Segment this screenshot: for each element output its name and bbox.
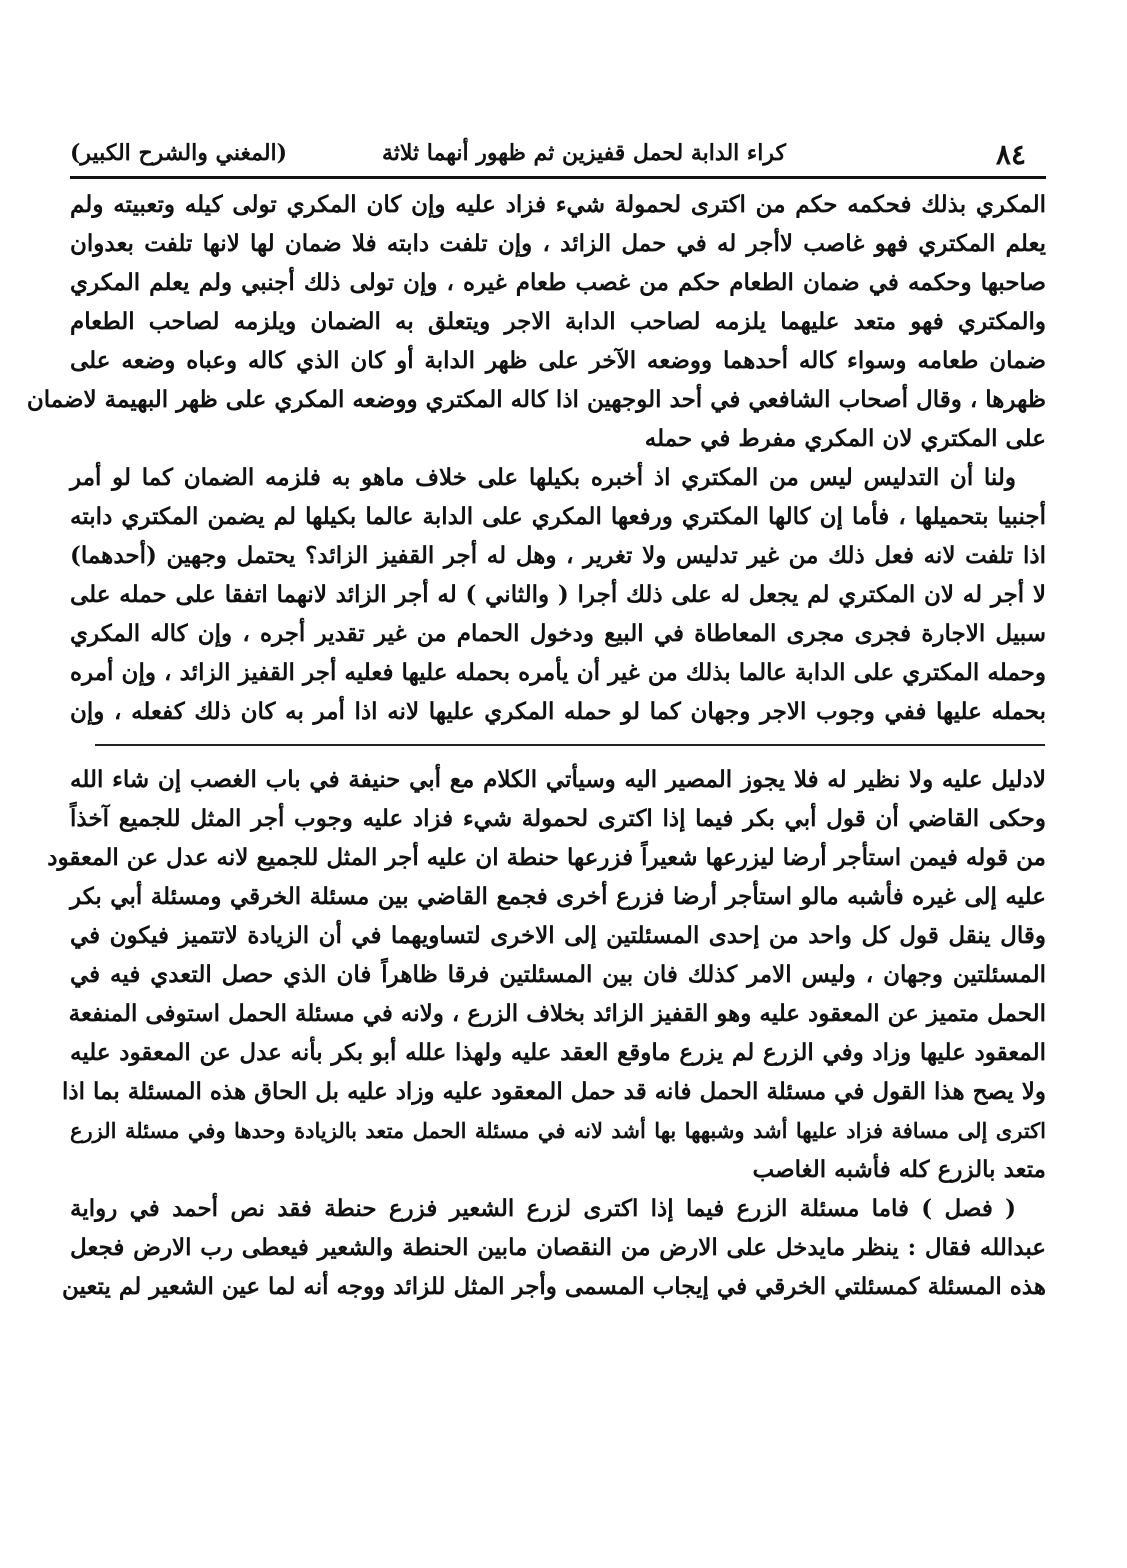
text-line: لادليل عليه ولا نظير له فلا يجوز المصير اليه وسيأتي الكلام مع أبي حنيفة في باب الغصب إن شاء الله [70, 766, 1046, 793]
text-line: سبيل الاجارة فجرى مجرى المعاطاة في البيع ودخول الحمام من غير تقدير أجره ، وإن كاله المكري [70, 620, 1046, 647]
text-line: من قوله فيمن استأجر أرضا ليزرعها شعيراً فزرعها حنطة ان عليه أجر المثل للجميع لانه عدل عن المعقود [47, 844, 1046, 871]
text-line: يعلم المكتري فهو غاصب لاأجر له في حمل الزائد ، وإن تلفت دابته فلا ضمان لها لانها تلفت بعدوان [70, 230, 1046, 257]
text-line: لا أجر له لان المكتري لم يجعل له على ذلك أجرا ( والثاني ) له أجر الزائد لانهما اتفقا على حمله على [70, 581, 1046, 608]
book-title: (المغني والشرح الكبير) [70, 140, 288, 166]
text-line: الحمل متميز عن المعقود عليه وهو القفيز الزائد بخلاف الزرع ، ولانه في مسئلة الحمل استوفى المنفعة [68, 1000, 1046, 1027]
text-line: عليه إلى غيره فأشبه مالو استأجر أرضا فزرع أخرى فجمع القاضي بين مسئلة الخرقي ومسئلة أبي بكر [70, 883, 1046, 910]
text-line: ظهرها ، وقال أصحاب الشافعي في أحد الوجهين اذا كاله المكتري ووضعه المكري على ظهر البهيمة لاضمان [26, 386, 1046, 413]
text-line: على المكتري لان المكري مفرط في حمله [644, 425, 1046, 452]
section-heading-line: ( فصل ) فاما مسئلة الزرع فيما إذا اكترى لزرع الشعير فزرع حنطة فقد نص أحمد في رواية [70, 1195, 1016, 1222]
text-line: هذه المسئلة كمسئلتي الخرقي في إيجاب المسمى وأجر المثل للزائد ووجه أنه لما عين الشعير لم يتعين [62, 1273, 1046, 1300]
text-line: المسئلتين وجهان ، وليس الامر كذلك فان بين المسئلتين فرقا ظاهراً فان الذي حصل التعدي فيه في [70, 961, 1046, 988]
text-line: ولا يصح هذا القول في مسئلة الحمل فانه قد حمل المعقود عليه وزاد عليه بل الحاق هذه المسئلة بما اذا [62, 1078, 1046, 1105]
text-line: وقال ينقل قول كل واحد من إحدى المسئلتين إلى الاخرى لتساويهما في أن الزيادة لاتتميز فيكون في [70, 922, 1046, 949]
text-line: اذا تلفت لانه فعل ذلك من غير تدليس ولا تغرير ، وهل له أجر القفيز الزائد؟ يحتمل وجهين (أحدهما) [70, 542, 1046, 569]
text-line: متعد بالزرع كله فأشبه الغاصب [752, 1156, 1046, 1183]
text-line: صاحبها وحكمه في ضمان الطعام حكم من غصب طعام غيره ، وإن تولى ذلك أجنبي ولم يعلم المكري [70, 269, 1046, 296]
running-title: كراء الدابة لحمل قفيزين ثم ظهور أنهما ثلاثة [381, 140, 786, 166]
text-line: المكري بذلك فحكمه حكم من اكترى لحمولة شيء فزاد عليه وإن كان المكري تولى كيله وتعبيته ولم [70, 191, 1046, 218]
page-number: ٨٤ [995, 138, 1026, 171]
text-line: أجنبيا بتحميلها ، فأما إن كالها المكتري ورفعها المكري على الدابة عالما بكيلها لم يضمن المكتري دابته [70, 503, 1046, 530]
footnote-separator [95, 744, 1045, 746]
text-line: وحمله المكتري على الدابة عالما بذلك من غير أن يأمره بحمله عليها فعليه أجر القفيز الزائد ، وإن أمره [70, 659, 1046, 686]
text-line: عبدالله فقال : ينظر مايدخل على الارض من النقصان مابين الحنطة والشعير فيعطى رب الارض فجعل [70, 1234, 1046, 1261]
text-line: والمكتري فهو متعد عليهما يلزمه لصاحب الدابة الاجر ويتعلق به الضمان ويلزمه لصاحب الطعام [70, 308, 1046, 335]
text-line: المعقود عليها وزاد وفي الزرع لم يزرع ماوقع العقد عليه ولهذا علله أبو بكر بأنه عدل عن المعقود عليه [70, 1039, 1046, 1066]
text-line: وحكى القاضي أن قول أبي بكر فيما إذا اكترى لحمولة شيء فزاد عليه وجوب أجر المثل للجميع آخذاً [70, 805, 1046, 832]
text-line: بحمله عليها ففي وجوب الاجر وجهان كما لو حمله المكري عليها لانه اذا أمر به كان ذلك كفعله ، وإن [70, 698, 1046, 725]
text-line: اكترى إلى مسافة فزاد عليها أشد وشبهها بها أشد لانه في مسئلة الحمل متعد بالزيادة وحدها وفي مسئلة الزرع [70, 1118, 1046, 1143]
text-line: ولنا أن التدليس ليس من المكتري اذ أخبره بكيلها على خلاف ماهو به فلزمه الضمان كما لو أمر [70, 464, 1016, 491]
running-header [70, 138, 1046, 172]
header-rule [70, 176, 1046, 179]
text-line: ضمان طعامه وسواء كاله أحدهما ووضعه الآخر على ظهر الدابة أو كان الذي كاله وعباه وضعه على [70, 347, 1046, 374]
